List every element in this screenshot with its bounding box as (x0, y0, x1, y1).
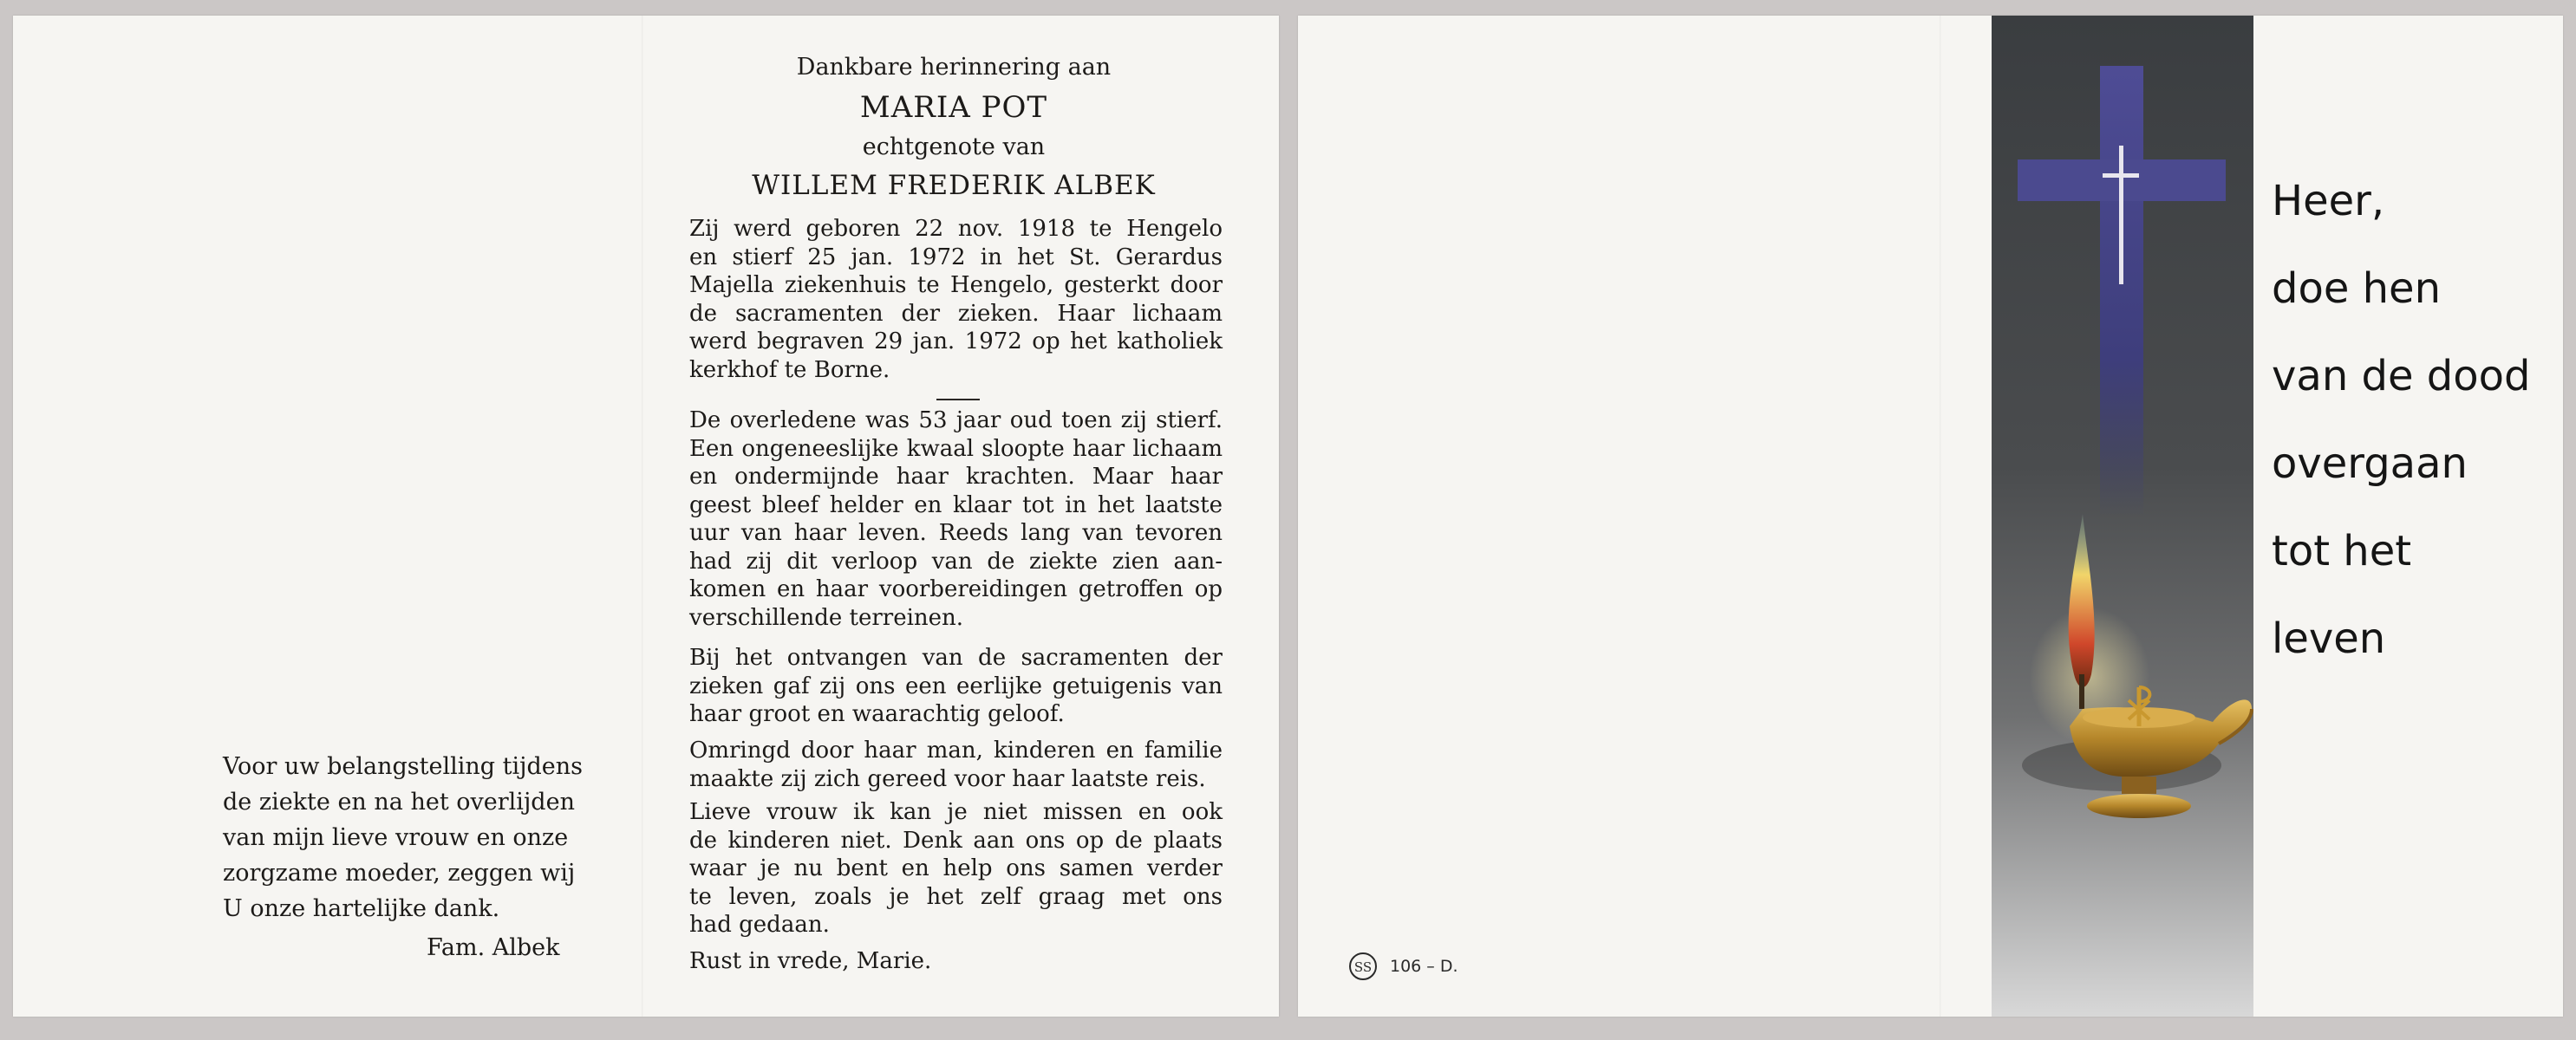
thanks-line: U onze hartelijke dank. (223, 895, 500, 922)
devotional-illustration (1992, 16, 2253, 1017)
faith-paragraph (689, 644, 1223, 729)
text-line: werd begraven 29 jan. 1972 op het katholiek (689, 328, 1223, 354)
illness-paragraph (689, 406, 1223, 632)
flame-icon (2069, 514, 2095, 709)
text-line: Lieve vrouw ik kan je niet missen en ook (689, 799, 1223, 825)
thank-you-note (223, 749, 587, 926)
verse-line: doe hen (2272, 264, 2441, 313)
life-dates-paragraph (689, 215, 1223, 384)
cross-icon (2018, 66, 2226, 517)
text-line: Rust in vrede, Marie. (689, 948, 932, 974)
thanks-line: zorgzame moeder, zeggen wij (223, 860, 576, 887)
logo-letters: SS (1353, 959, 1373, 975)
text-line: had zij dit verloop van de ziekte zien aan- (689, 548, 1223, 575)
text-line: De overledene was 53 jaar oud toen zij stierf. (689, 407, 1223, 433)
fold-line (642, 16, 643, 1017)
text-line: haar groot en waarachtig geloof. (689, 701, 1065, 727)
deceased-name: MARIA POT (859, 90, 1048, 125)
text-line: te leven, zoals je het zelf graag met ons (689, 883, 1223, 910)
text-line: Omringd door haar man, kinderen en familie (689, 738, 1223, 764)
thanks-line: van mijn lieve vrouw en onze (223, 824, 569, 851)
family-paragraph (689, 737, 1223, 793)
publisher-logo-icon (1348, 952, 1378, 981)
text-line: komen en haar voorbereidingen getroffen op (689, 576, 1223, 602)
text-line: Bij het ontvangen van de sacramenten der (689, 645, 1223, 671)
text-line: maakte zij zich gereed voor haar laatste reis. (689, 765, 1206, 792)
verse-line: van de dood (2272, 352, 2531, 400)
fold-line (1940, 16, 1941, 1017)
family-signature: Fam. Albek (427, 934, 560, 961)
farewell-paragraph (689, 798, 1223, 939)
verse-line: overgaan (2272, 439, 2468, 488)
text-line: kerkhof te Borne. (689, 356, 890, 383)
text-line: en stierf 25 jan. 1972 in het St. Gerardus (689, 244, 1223, 270)
text-line: Zij werd geboren 22 nov. 1918 te Hengelo (689, 216, 1223, 242)
verse-line: tot het (2272, 527, 2412, 575)
imprint-code: 106 – D. (1390, 957, 1458, 976)
scripture-verse (2272, 166, 2530, 692)
text-line: en ondermijnde haar krachten. Maar haar (689, 464, 1223, 490)
text-line: verschillende terreinen. (689, 604, 964, 631)
text-line: Een ongeneeslijke kwaal sloopte haar lichaam (689, 435, 1223, 462)
text-line: de sacramenten der zieken. Haar lichaam (689, 300, 1223, 327)
verse-line: Heer, (2272, 177, 2385, 225)
publisher-imprint (1348, 952, 1458, 981)
section-divider (936, 399, 980, 400)
spouse-name: WILLEM FREDERIK ALBEK (752, 170, 1156, 201)
text-line: zieken gaf zij ons een eerlijke getuigenis van (689, 673, 1223, 699)
thanks-line: de ziekte en na het overlijden (223, 789, 575, 816)
intro-text: Dankbare herinnering aan (796, 54, 1112, 81)
text-line: uur van haar leven. Reeds lang van tevoren (689, 520, 1223, 546)
text-line: waar je nu bent en help ons samen verder (689, 855, 1223, 881)
relation-text: echtgenote van (862, 133, 1046, 160)
text-line: had gedaan. (689, 912, 830, 938)
text-line: de kinderen niet. Denk aan ons op de plaats (689, 827, 1223, 854)
text-line: geest bleef helder en klaar tot in het laatste (689, 491, 1223, 518)
obituary-header (676, 50, 1231, 206)
verse-line: leven (2272, 614, 2386, 663)
text-line: Majella ziekenhuis te Hengelo, gesterkt door (689, 272, 1223, 298)
closing-line (689, 947, 1223, 976)
thanks-line: Voor uw belangstelling tijdens (223, 753, 583, 780)
